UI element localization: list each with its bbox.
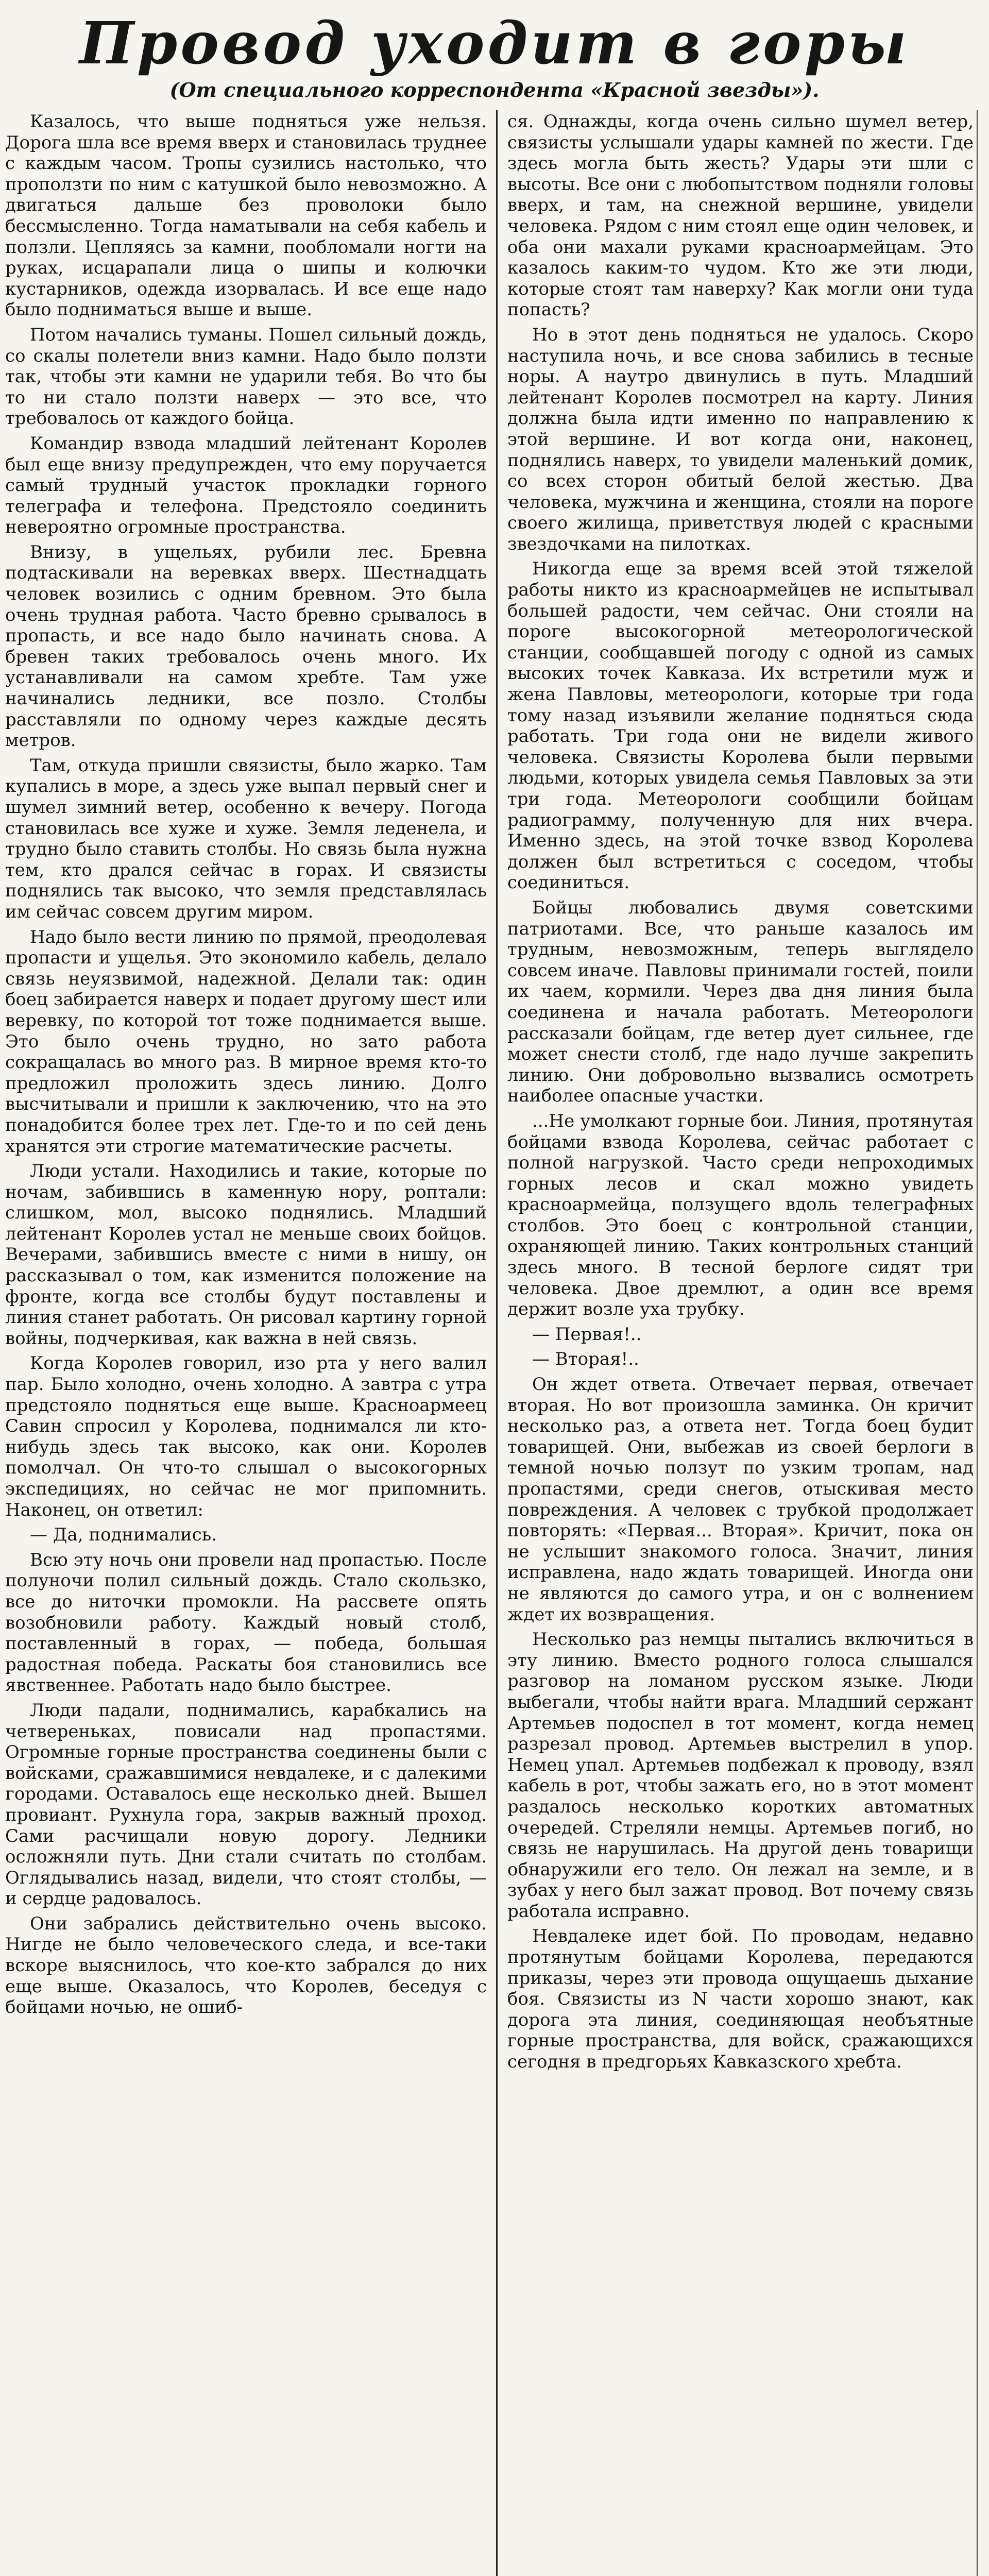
paragraph: Никогда еще за время всей этой тяжелой работы никто из красноармейцев не испытывал большей радости, чем сейчас. Они стояли на пороге высокогорной метеорологической станции, сообщавшей погоду с одной из самых высоких точек Кавказа. Их встретили муж и жена Павловы, метеорологи, которые три года тому назад изъявили желание подняться сюда работать. Три года они не видели живого человека. Связисты Королева были первыми людьми, которых увидела семья Павловых за эти три года. Метеорологи сообщили бойцам радиограмму, полученную для них вчера. Именно здесь, на этой точке взвод Королева должен был встретиться с соседом, чтобы соединиться.: [507, 558, 974, 893]
column-divider: [496, 110, 498, 2576]
paragraph: Всю эту ночь они провели над пропастью. После полуночи полил сильный дождь. Стало скользко, все до ниточки промокли. На рассвете опять возобновили работу. Каждый новый столб, поставленный в горах, — победа, большая радостная победа. Раскаты боя становились все явственнее. Работать надо было быстрее.: [5, 1549, 487, 1696]
paragraph: Там, откуда пришли связисты, было жарко. Там купались в море, а здесь уже выпал первый снег и шумел зимний ветер, особенно к вечеру. Погода становилась все хуже и хуже. Земля леденела, и трудно было ставить столбы. Но связь была нужна тем, кто дрался сейчас в горах. И связисты поднялись так высоко, что земля представлялась им сейчас совсем другим миром.: [5, 755, 487, 922]
paragraph: ...Не умолкают горные бои. Линия, протянутая бойцами взвода Королева, сейчас работает с полной нагрузкой. Часто среди непроходимых горных лесов и скал можно увидеть красноармейца, ползущего вдоль телеграфных столбов. Это боец с контрольной станции, охраняющей линию. Таких контрольных станций здесь много. В тесной берлоге сидят три человека. Двое дремлют, а один все время держит возле уха трубку.: [507, 1110, 974, 1320]
paragraph: Люди устали. Находились и такие, которые по ночам, забившись в каменную нору, роптали: слишком, мол, высоко поднялись. Младший лейтенант Королев устал не меньше своих бойцов. Вечерами, забившись вместе с ними в нишу, он рассказывал о том, как изменится положение на фронте, когда все столбы будут поставлены и линия станет работать. Он рисовал картину горной войны, подчеркивая, как важна в ней связь.: [5, 1161, 487, 1349]
paragraph: Невдалеке идет бой. По проводам, недавно протянутым бойцами Королева, передаются приказы, через эти провода ощущаешь дыхание боя. Связисты из N части хорошо знают, как дорога эта линия, соединяющая необъятные горные пространства, для войск, сражающихся сегодня в предгорьях Кавказского хребта.: [507, 1926, 974, 2073]
paragraph: Но в этот день подняться не удалось. Скоро наступила ночь, и все снова забились в тесные норы. А наутро двинулись в путь. Младший лейтенант Королев посмотрел на карту. Линия должна была идти именно по направлению к этой вершине. И вот когда они, наконец, поднялись наверх, то увидели маленький домик, со всех сторон обитый белой жестью. Два человека, мужчина и женщина, стояли на пороге своего жилища, приветствуя людей с красными звездочками на пилотках.: [507, 324, 974, 554]
paragraph: Когда Королев говорил, изо рта у него валил пар. Было холодно, очень холодно. А завтра с утра предстояло подняться еще выше. Красноармеец Савин спросил у Королева, поднимался ли кто-нибудь здесь так высоко, как они. Королев помолчал. Он что-то слышал о высокогорных экспедициях, но сейчас не мог припомнить. Наконец, он ответил:: [5, 1353, 487, 1520]
paragraph: ся. Однажды, когда очень сильно шумел ветер, связисты услышали удары камней по жести. Где здесь могла быть жесть? Удары эти шли с высоты. Все они с любопытством подняли головы вверх, и там, на снежной вершине, увидели человека. Рядом с ним стоял еще один человек, и оба они махали руками красноармейцам. Это казалось каким-то чудом. Кто же эти люди, которые стоят там наверху? Как могли они туда попасть?: [507, 111, 974, 320]
paragraph: — Первая!..: [532, 1324, 642, 1345]
paragraph: Командир взвода младший лейтенант Королев был еще внизу предупрежден, что ему поручается самый трудный участок прокладки горного телеграфа и телефона. Предстояло соединить невероятно огромные пространства.: [5, 433, 487, 538]
paragraph: Люди падали, поднимались, карабкались на четвереньках, повисали над пропастями. Огромные горные пространства соединены были с войсками, сражавшимися невдалеке, и с далекими городами. Оставалось еще несколько дней. Вышел провиант. Рухнула гора, закрыв важный проход. Сами расчищали новую дорогу. Ледники осложняли путь. Дни стали считать по столбам. Оглядывались назад, видели, что стоят столбы, — и сердце радовалось.: [5, 1700, 487, 1909]
column-right: [507, 111, 974, 2576]
column-left: [5, 111, 487, 2576]
paragraph: Он ждет ответа. Отвечает первая, отвечает вторая. Но вот произошла заминка. Он кричит несколько раз, а ответа нет. Тогда боец будит товарищей. Они, выбежав из своей берлоги в темной ночью ползут по узким тропам, над пропастями, среди снегов, отыскивая место повреждения. А человек с трубкой продолжает повторять: «Первая... Вторая». Кричит, пока он не услышит знакомого голоса. Значит, линия исправлена, надо ждать товарищей. Иногда они не являются до самого утра, и он с волнением ждет их возвращения.: [507, 1374, 974, 1625]
page-edge-rule: [977, 110, 978, 2576]
paragraph: Они забрались действительно очень высоко. Нигде не было человеческого следа, и все-таки вскоре выяснилось, что кое-кто забрался до них еще выше. Оказалось, что Королев, беседуя с бойцами ночью, не ошиб-: [5, 1913, 487, 2018]
paragraph: Казалось, что выше подняться уже нельзя. Дорога шла все время вверх и становилась труднее с каждым часом. Тропы сузились настолько, что проползти по ним с катушкой было невозможно. А двигаться дальше без проволоки было бессмысленно. Тогда наматывали на себя кабель и ползли. Цепляясь за камни, пообломали ногти на руках, исцарапали лица о шипы и колючки кустарников, одежда изорвалась. И все еще надо было подниматься выше и выше.: [5, 111, 487, 320]
paragraph: Потом начались туманы. Пошел сильный дождь, со скалы полетели вниз камни. Надо было ползти так, чтобы эти камни не ударили тебя. Во что бы то ни стало ползти наверх — это все, что требовалось от каждого бойца.: [5, 324, 487, 429]
byline: (От специального корреспондента «Красной звезды»).: [169, 78, 820, 101]
paragraph: — Да, поднимались.: [30, 1524, 217, 1546]
paragraph: Внизу, в ущельях, рубили лес. Бревна подтаскивали на веревках вверх. Шестнадцать человек возились с одним бревном. Это была очень трудная работа. Часто бревно срывалось в пропасть, и все надо было начинать снова. А бревен таких требовалось очень много. Их устанавливали на самом хребте. Там уже начинались ледники, все позло. Столбы расставляли по одному через каждые десять метров.: [5, 541, 487, 751]
paragraph: — Вторая!..: [532, 1349, 639, 1370]
paragraph: Несколько раз немцы пытались включиться в эту линию. Вместо родного голоса слышался разговор на ломаном русском языке. Люди выбегали, чтобы найти врага. Младший сержант Артемьев подоспел в тот момент, когда немец разрезал провод. Артемьев выстрелил в упор. Немец упал. Артемьев подбежал к проводу, взял кабель в рот, чтобы зажать его, но в этот момент раздалось несколько коротких автоматных очередей. Стреляли немцы. Артемьев погиб, но связь не нарушилась. На другой день товарищи обнаружили его тело. Он лежал на земле, и в зубах у него был зажат провод. Вот почему связь работала исправно.: [507, 1629, 974, 1922]
paragraph: Бойцы любовались двумя советскими патриотами. Все, что раньше казалось им трудным, невозможным, теперь выглядело совсем иначе. Павловы принимали гостей, поили их чаем, кормили. Через два дня линия была соединена и начала работать. Метеорологи рассказали бойцам, где ветер дует сильнее, где может снести столб, где надо лучше закрепить линию. Они добровольно вызвались осмотреть наиболее опасные участки.: [507, 897, 974, 1107]
headline: Провод уходит в горы: [79, 10, 910, 77]
paragraph: Надо было вести линию по прямой, преодолевая пропасти и ущелья. Это экономило кабель, делало связь неуязвимой, надежной. Делали так: один боец забирается наверх и подает другому шест или веревку, по которой тот тоже поднимается выше. Это было очень трудно, но зато работа сокращалась во много раз. В мирное время кто-то предложил проложить здесь линию. Долго высчитывали и пришли к заключению, что на это понадобится более трех лет. Где-то и по сей день хранятся эти строгие математические расчеты.: [5, 926, 487, 1157]
